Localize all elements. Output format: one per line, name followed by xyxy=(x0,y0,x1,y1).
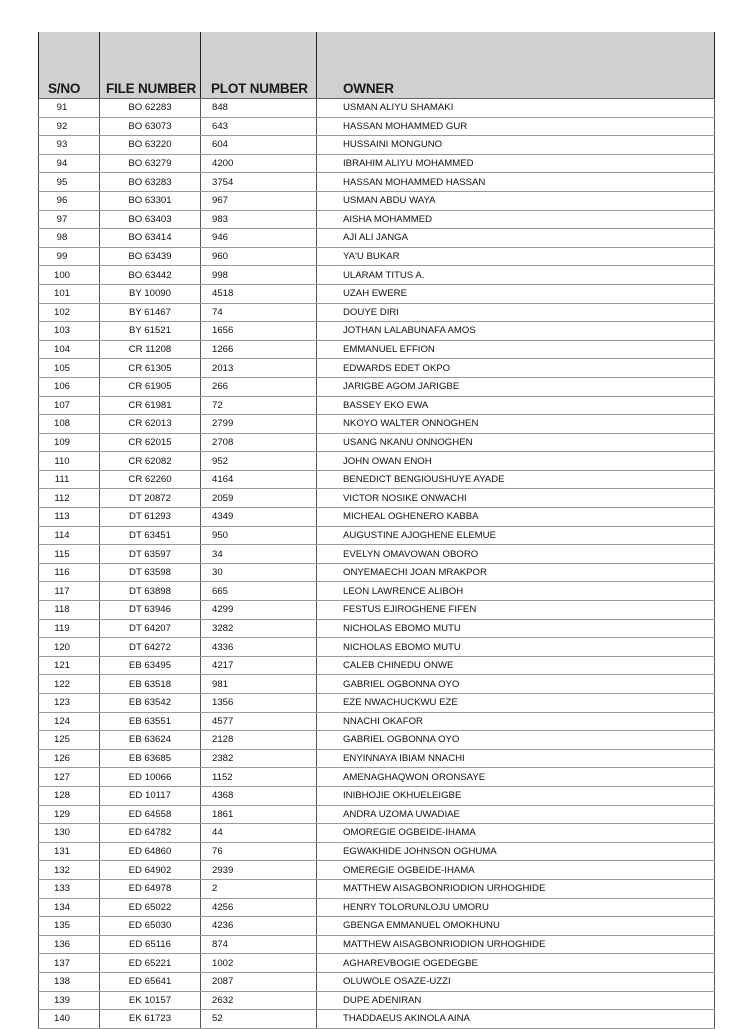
cell-file-number: DT 63598 xyxy=(100,563,201,582)
cell-file-number: ED 10117 xyxy=(100,786,201,805)
column-header-owner: OWNER xyxy=(317,32,715,99)
cell-plot-number: 52 xyxy=(201,1010,317,1029)
cell-file-number: BY 61467 xyxy=(100,303,201,322)
data-table xyxy=(38,32,715,1029)
cell-file-number: BO 63442 xyxy=(100,266,201,285)
cell-plot-number: 848 xyxy=(201,99,317,118)
table-row xyxy=(39,303,715,322)
cell-sno: 136 xyxy=(39,935,100,954)
cell-sno: 140 xyxy=(39,1010,100,1029)
cell-owner: HUSSAINI MONGUNO xyxy=(317,136,715,155)
cell-plot-number: 4217 xyxy=(201,656,317,675)
cell-sno: 105 xyxy=(39,359,100,378)
cell-file-number: ED 64782 xyxy=(100,824,201,843)
column-header-sno: S/NO xyxy=(39,32,100,99)
cell-file-number: DT 61293 xyxy=(100,508,201,527)
cell-sno: 91 xyxy=(39,99,100,118)
table-row xyxy=(39,731,715,750)
cell-owner: THADDAEUS AKINOLA AINA xyxy=(317,1010,715,1029)
table-row xyxy=(39,805,715,824)
cell-file-number: CR 62015 xyxy=(100,433,201,452)
cell-owner: EVELYN OMAVOWAN OBORO xyxy=(317,545,715,564)
cell-sno: 106 xyxy=(39,377,100,396)
table-row xyxy=(39,768,715,787)
cell-sno: 110 xyxy=(39,452,100,471)
table-row xyxy=(39,563,715,582)
cell-plot-number: 2128 xyxy=(201,731,317,750)
cell-file-number: ED 65030 xyxy=(100,917,201,936)
cell-sno: 107 xyxy=(39,396,100,415)
cell-file-number: ED 64902 xyxy=(100,861,201,880)
cell-plot-number: 3754 xyxy=(201,173,317,192)
table-row xyxy=(39,247,715,266)
cell-owner: ANDRA UZOMA UWADIAE xyxy=(317,805,715,824)
table-row xyxy=(39,322,715,341)
table-row xyxy=(39,675,715,694)
table-header xyxy=(39,32,715,99)
table-row xyxy=(39,452,715,471)
cell-file-number: EK 10157 xyxy=(100,991,201,1010)
cell-owner: NNACHI OKAFOR xyxy=(317,712,715,731)
cell-file-number: BO 63220 xyxy=(100,136,201,155)
cell-sno: 114 xyxy=(39,526,100,545)
cell-sno: 122 xyxy=(39,675,100,694)
cell-file-number: BO 63439 xyxy=(100,247,201,266)
table-row xyxy=(39,284,715,303)
cell-sno: 116 xyxy=(39,563,100,582)
cell-plot-number: 2087 xyxy=(201,972,317,991)
cell-plot-number: 2632 xyxy=(201,991,317,1010)
cell-file-number: CR 62013 xyxy=(100,415,201,434)
table-row xyxy=(39,396,715,415)
cell-sno: 97 xyxy=(39,210,100,229)
cell-plot-number: 960 xyxy=(201,247,317,266)
cell-file-number: CR 11208 xyxy=(100,340,201,359)
cell-sno: 126 xyxy=(39,749,100,768)
cell-file-number: DT 63597 xyxy=(100,545,201,564)
table-row xyxy=(39,154,715,173)
cell-owner: INIBHOJIE OKHUELEIGBE xyxy=(317,786,715,805)
table-row xyxy=(39,266,715,285)
cell-plot-number: 2708 xyxy=(201,433,317,452)
table-row xyxy=(39,842,715,861)
table-row xyxy=(39,99,715,118)
cell-file-number: EB 63551 xyxy=(100,712,201,731)
cell-plot-number: 1656 xyxy=(201,322,317,341)
table-row xyxy=(39,601,715,620)
cell-owner: OMEREGIE OGBEIDE-IHAMA xyxy=(317,861,715,880)
cell-plot-number: 34 xyxy=(201,545,317,564)
cell-sno: 129 xyxy=(39,805,100,824)
cell-owner: EZE NWACHUCKWU EZE xyxy=(317,694,715,713)
cell-file-number: DT 64207 xyxy=(100,619,201,638)
table-row xyxy=(39,229,715,248)
cell-owner: EMMANUEL EFFION xyxy=(317,340,715,359)
table-row xyxy=(39,824,715,843)
cell-plot-number: 3282 xyxy=(201,619,317,638)
table-row xyxy=(39,526,715,545)
file-register-table xyxy=(38,32,714,1029)
cell-owner: HASSAN MOHAMMED GUR xyxy=(317,117,715,136)
table-body xyxy=(39,99,715,1029)
table-row xyxy=(39,972,715,991)
cell-file-number: CR 61981 xyxy=(100,396,201,415)
cell-file-number: BO 63403 xyxy=(100,210,201,229)
cell-owner: JOHN OWAN ENOH xyxy=(317,452,715,471)
table-row xyxy=(39,377,715,396)
table-row xyxy=(39,191,715,210)
cell-file-number: EK 61723 xyxy=(100,1010,201,1029)
cell-plot-number: 4349 xyxy=(201,508,317,527)
cell-plot-number: 665 xyxy=(201,582,317,601)
cell-owner: BASSEY EKO EWA xyxy=(317,396,715,415)
cell-file-number: ED 64558 xyxy=(100,805,201,824)
cell-file-number: ED 65116 xyxy=(100,935,201,954)
cell-sno: 125 xyxy=(39,731,100,750)
cell-file-number: EB 63685 xyxy=(100,749,201,768)
cell-plot-number: 266 xyxy=(201,377,317,396)
cell-file-number: EB 63518 xyxy=(100,675,201,694)
cell-plot-number: 4336 xyxy=(201,638,317,657)
cell-plot-number: 4299 xyxy=(201,601,317,620)
column-header-file-number: FILE NUMBER xyxy=(100,32,201,99)
cell-file-number: BO 62283 xyxy=(100,99,201,118)
cell-owner: YA'U BUKAR xyxy=(317,247,715,266)
cell-sno: 138 xyxy=(39,972,100,991)
table-row xyxy=(39,712,715,731)
cell-sno: 112 xyxy=(39,489,100,508)
cell-file-number: BO 63414 xyxy=(100,229,201,248)
cell-file-number: ED 65221 xyxy=(100,954,201,973)
cell-plot-number: 998 xyxy=(201,266,317,285)
cell-owner: AMENAGHAQWON ORONSAYE xyxy=(317,768,715,787)
cell-file-number: CR 62082 xyxy=(100,452,201,471)
cell-plot-number: 4236 xyxy=(201,917,317,936)
cell-plot-number: 967 xyxy=(201,191,317,210)
cell-file-number: ED 64860 xyxy=(100,842,201,861)
cell-owner: CALEB CHINEDU ONWE xyxy=(317,656,715,675)
cell-plot-number: 74 xyxy=(201,303,317,322)
cell-sno: 92 xyxy=(39,117,100,136)
cell-plot-number: 874 xyxy=(201,935,317,954)
table-row xyxy=(39,545,715,564)
cell-sno: 95 xyxy=(39,173,100,192)
table-row xyxy=(39,638,715,657)
table-row xyxy=(39,173,715,192)
cell-owner: EDWARDS EDET OKPO xyxy=(317,359,715,378)
table-row xyxy=(39,359,715,378)
cell-sno: 127 xyxy=(39,768,100,787)
cell-file-number: BO 63283 xyxy=(100,173,201,192)
cell-sno: 108 xyxy=(39,415,100,434)
cell-sno: 102 xyxy=(39,303,100,322)
cell-file-number: EB 63624 xyxy=(100,731,201,750)
cell-plot-number: 981 xyxy=(201,675,317,694)
cell-plot-number: 983 xyxy=(201,210,317,229)
table-row xyxy=(39,1010,715,1029)
cell-sno: 94 xyxy=(39,154,100,173)
table-row xyxy=(39,656,715,675)
cell-sno: 133 xyxy=(39,879,100,898)
table-row xyxy=(39,136,715,155)
cell-sno: 115 xyxy=(39,545,100,564)
cell-sno: 119 xyxy=(39,619,100,638)
cell-file-number: BO 63073 xyxy=(100,117,201,136)
table-row xyxy=(39,210,715,229)
cell-plot-number: 44 xyxy=(201,824,317,843)
cell-file-number: DT 64272 xyxy=(100,638,201,657)
cell-owner: ENYINNAYA IBIAM NNACHI xyxy=(317,749,715,768)
table-row xyxy=(39,415,715,434)
cell-owner: DOUYE DIRI xyxy=(317,303,715,322)
cell-file-number: CR 62260 xyxy=(100,470,201,489)
cell-file-number: ED 10066 xyxy=(100,768,201,787)
table-row xyxy=(39,340,715,359)
cell-sno: 135 xyxy=(39,917,100,936)
table-row xyxy=(39,582,715,601)
cell-file-number: DT 20872 xyxy=(100,489,201,508)
cell-plot-number: 2059 xyxy=(201,489,317,508)
cell-sno: 139 xyxy=(39,991,100,1010)
table-row xyxy=(39,433,715,452)
cell-sno: 120 xyxy=(39,638,100,657)
cell-sno: 99 xyxy=(39,247,100,266)
cell-file-number: BY 61521 xyxy=(100,322,201,341)
cell-sno: 132 xyxy=(39,861,100,880)
table-row xyxy=(39,619,715,638)
cell-plot-number: 72 xyxy=(201,396,317,415)
cell-owner: EGWAKHIDE JOHNSON OGHUMA xyxy=(317,842,715,861)
cell-owner: AISHA MOHAMMED xyxy=(317,210,715,229)
cell-owner: NICHOLAS EBOMO MUTU xyxy=(317,638,715,657)
cell-owner: JARIGBE AGOM JARIGBE xyxy=(317,377,715,396)
cell-sno: 123 xyxy=(39,694,100,713)
cell-owner: USMAN ALIYU SHAMAKI xyxy=(317,99,715,118)
cell-sno: 128 xyxy=(39,786,100,805)
cell-file-number: BO 63301 xyxy=(100,191,201,210)
cell-owner: USMAN ABDU WAYA xyxy=(317,191,715,210)
cell-plot-number: 1266 xyxy=(201,340,317,359)
cell-owner: ONYEMAECHI JOAN MRAKPOR xyxy=(317,563,715,582)
cell-sno: 113 xyxy=(39,508,100,527)
cell-plot-number: 1002 xyxy=(201,954,317,973)
cell-file-number: CR 61905 xyxy=(100,377,201,396)
cell-sno: 134 xyxy=(39,898,100,917)
table-row xyxy=(39,917,715,936)
cell-file-number: CR 61305 xyxy=(100,359,201,378)
cell-file-number: DT 63451 xyxy=(100,526,201,545)
cell-owner: HASSAN MOHAMMED HASSAN xyxy=(317,173,715,192)
cell-owner: BENEDICT BENGIOUSHUYE AYADE xyxy=(317,470,715,489)
cell-plot-number: 1356 xyxy=(201,694,317,713)
table-row xyxy=(39,935,715,954)
cell-plot-number: 4518 xyxy=(201,284,317,303)
cell-sno: 117 xyxy=(39,582,100,601)
cell-owner: AGHAREVBOGIE OGEDEGBE xyxy=(317,954,715,973)
cell-sno: 121 xyxy=(39,656,100,675)
cell-owner: GABRIEL OGBONNA OYO xyxy=(317,731,715,750)
cell-plot-number: 2013 xyxy=(201,359,317,378)
cell-plot-number: 604 xyxy=(201,136,317,155)
cell-file-number: EB 63542 xyxy=(100,694,201,713)
cell-owner: OMOREGIE OGBEIDE-IHAMA xyxy=(317,824,715,843)
cell-owner: HENRY TOLORUNLOJU UMORU xyxy=(317,898,715,917)
cell-file-number: BY 10090 xyxy=(100,284,201,303)
cell-plot-number: 4368 xyxy=(201,786,317,805)
cell-plot-number: 4200 xyxy=(201,154,317,173)
cell-owner: OLUWOLE OSAZE-UZZI xyxy=(317,972,715,991)
cell-owner: NICHOLAS EBOMO MUTU xyxy=(317,619,715,638)
cell-sno: 124 xyxy=(39,712,100,731)
cell-owner: DUPE ADENIRAN xyxy=(317,991,715,1010)
cell-owner: NKOYO WALTER ONNOGHEN xyxy=(317,415,715,434)
cell-sno: 137 xyxy=(39,954,100,973)
cell-file-number: EB 63495 xyxy=(100,656,201,675)
table-row xyxy=(39,694,715,713)
cell-sno: 118 xyxy=(39,601,100,620)
table-row xyxy=(39,786,715,805)
table-row xyxy=(39,470,715,489)
cell-owner: USANG NKANU ONNOGHEN xyxy=(317,433,715,452)
cell-file-number: ED 65641 xyxy=(100,972,201,991)
cell-plot-number: 952 xyxy=(201,452,317,471)
cell-sno: 98 xyxy=(39,229,100,248)
cell-owner: LEON LAWRENCE ALIBOH xyxy=(317,582,715,601)
cell-owner: AUGUSTINE AJOGHENE ELEMUE xyxy=(317,526,715,545)
cell-plot-number: 2 xyxy=(201,879,317,898)
cell-sno: 93 xyxy=(39,136,100,155)
cell-plot-number: 950 xyxy=(201,526,317,545)
cell-plot-number: 946 xyxy=(201,229,317,248)
table-row xyxy=(39,879,715,898)
cell-plot-number: 2799 xyxy=(201,415,317,434)
table-row xyxy=(39,954,715,973)
cell-file-number: DT 63898 xyxy=(100,582,201,601)
cell-sno: 96 xyxy=(39,191,100,210)
cell-sno: 130 xyxy=(39,824,100,843)
cell-plot-number: 643 xyxy=(201,117,317,136)
cell-owner: IBRAHIM ALIYU MOHAMMED xyxy=(317,154,715,173)
cell-plot-number: 2939 xyxy=(201,861,317,880)
cell-plot-number: 1861 xyxy=(201,805,317,824)
cell-file-number: DT 63946 xyxy=(100,601,201,620)
cell-sno: 131 xyxy=(39,842,100,861)
cell-owner: MICHEAL OGHENERO KABBA xyxy=(317,508,715,527)
cell-owner: MATTHEW AISAGBONRIODION URHOGHIDE xyxy=(317,935,715,954)
table-row xyxy=(39,508,715,527)
cell-plot-number: 30 xyxy=(201,563,317,582)
cell-owner: ULARAM TITUS A. xyxy=(317,266,715,285)
cell-owner: MATTHEW AISAGBONRIODION URHOGHIDE xyxy=(317,879,715,898)
cell-sno: 109 xyxy=(39,433,100,452)
table-row xyxy=(39,898,715,917)
cell-plot-number: 2382 xyxy=(201,749,317,768)
cell-plot-number: 4256 xyxy=(201,898,317,917)
cell-plot-number: 1152 xyxy=(201,768,317,787)
cell-owner: GBENGA EMMANUEL OMOKHUNU xyxy=(317,917,715,936)
cell-sno: 103 xyxy=(39,322,100,341)
cell-owner: FESTUS EJIROGHENE FIFEN xyxy=(317,601,715,620)
column-header-plot-number: PLOT NUMBER xyxy=(201,32,317,99)
header-row xyxy=(39,32,715,99)
cell-sno: 111 xyxy=(39,470,100,489)
cell-owner: JOTHAN LALABUNAFA AMOS xyxy=(317,322,715,341)
cell-sno: 104 xyxy=(39,340,100,359)
cell-owner: GABRIEL OGBONNA OYO xyxy=(317,675,715,694)
cell-sno: 101 xyxy=(39,284,100,303)
table-row xyxy=(39,117,715,136)
cell-sno: 100 xyxy=(39,266,100,285)
cell-owner: VICTOR NOSIKE ONWACHI xyxy=(317,489,715,508)
cell-plot-number: 4164 xyxy=(201,470,317,489)
cell-file-number: ED 64978 xyxy=(100,879,201,898)
cell-file-number: ED 65022 xyxy=(100,898,201,917)
table-row xyxy=(39,991,715,1010)
cell-plot-number: 76 xyxy=(201,842,317,861)
cell-owner: AJI ALI JANGA xyxy=(317,229,715,248)
cell-owner: UZAH EWERE xyxy=(317,284,715,303)
table-row xyxy=(39,489,715,508)
table-row xyxy=(39,749,715,768)
cell-plot-number: 4577 xyxy=(201,712,317,731)
table-row xyxy=(39,861,715,880)
cell-file-number: BO 63279 xyxy=(100,154,201,173)
